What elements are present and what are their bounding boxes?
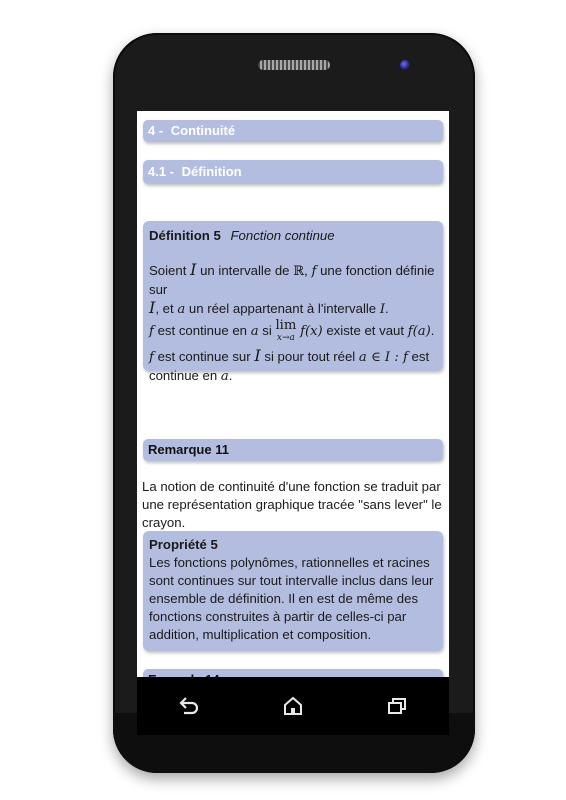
math-a: a: [250, 323, 259, 339]
text: continue en: [149, 368, 218, 383]
math-f: f: [149, 350, 154, 365]
text: existe et vaut: [326, 322, 405, 338]
text: un réel appartenant à l'intervalle: [188, 301, 377, 316]
section-title: Continuité: [170, 123, 236, 138]
definition-box: [143, 221, 443, 384]
home-button[interactable]: [273, 686, 313, 726]
math-a: a: [220, 369, 229, 384]
text: .: [228, 368, 233, 383]
navigation-bar: [137, 677, 449, 735]
math-I: I: [190, 260, 197, 279]
recents-button[interactable]: [377, 686, 417, 726]
math-I: I: [379, 302, 386, 317]
math-a: a: [177, 302, 186, 317]
property-box: [143, 531, 443, 651]
property-label: Propriété 5: [149, 537, 218, 552]
math-fx: f(x): [300, 323, 323, 339]
screen[interactable]: [137, 111, 449, 677]
definition-heading: [149, 227, 437, 245]
definition-line-3: [149, 319, 437, 343]
subsection-title: Définition: [181, 164, 242, 179]
front-camera: [400, 60, 410, 70]
math-f: f: [311, 264, 317, 279]
subsection-header[interactable]: [143, 160, 443, 184]
text: , et: [155, 301, 174, 316]
definition-label: Définition 5: [149, 228, 221, 243]
remark-text: La notion de continuité d'une fonction se traduit par une représentation graphique tracée "sans lever" le crayon.: [142, 479, 442, 530]
text: .: [385, 301, 389, 316]
text: si: [262, 322, 272, 338]
text: si pour tout réel: [264, 349, 356, 364]
definition-line-5: [149, 367, 437, 386]
remark-header[interactable]: [143, 439, 443, 461]
back-icon: [178, 697, 200, 715]
definition-line-2: [149, 299, 437, 319]
math-I: I: [149, 298, 156, 317]
subsection-number: 4.1 -: [148, 164, 175, 179]
property-text: Les fonctions polynômes, rationnelles et racines sont continues sur tout intervalle inclus dans leur ensemble de définition. Il en est de même des fonctions construites à partir de celles-ci par addition, multiplication et composition.: [149, 555, 434, 642]
speaker-grille: [258, 60, 330, 70]
definition-line-1: [149, 261, 437, 299]
home-icon: [283, 696, 303, 716]
text: Soient: [149, 263, 187, 278]
remark-label: Remarque 11: [148, 442, 229, 457]
definition-name: Fonction continue: [230, 228, 335, 243]
text: ,: [304, 263, 308, 278]
text: un intervalle de: [200, 263, 290, 278]
limit-expression: [275, 319, 296, 344]
text: est continue sur: [157, 349, 251, 364]
math-f: f: [149, 323, 154, 339]
recents-icon: [387, 697, 407, 715]
lim-subscript: x→a: [276, 333, 295, 343]
text: est: [411, 349, 430, 364]
math-I: I: [254, 346, 261, 365]
text: une fonction définie sur: [149, 263, 435, 297]
lim-operator: lim: [275, 318, 297, 333]
text: .: [430, 322, 435, 338]
text: est continue en: [157, 322, 248, 338]
back-button[interactable]: [169, 686, 209, 726]
math-R: ℝ: [293, 264, 305, 279]
section-number: 4 -: [148, 123, 164, 138]
math-condition: a ∈ I : f: [358, 350, 408, 365]
phone-frame: [113, 33, 475, 773]
math-fa: f(a): [407, 323, 431, 339]
definition-line-4: [149, 347, 437, 367]
section-header[interactable]: [143, 120, 443, 142]
